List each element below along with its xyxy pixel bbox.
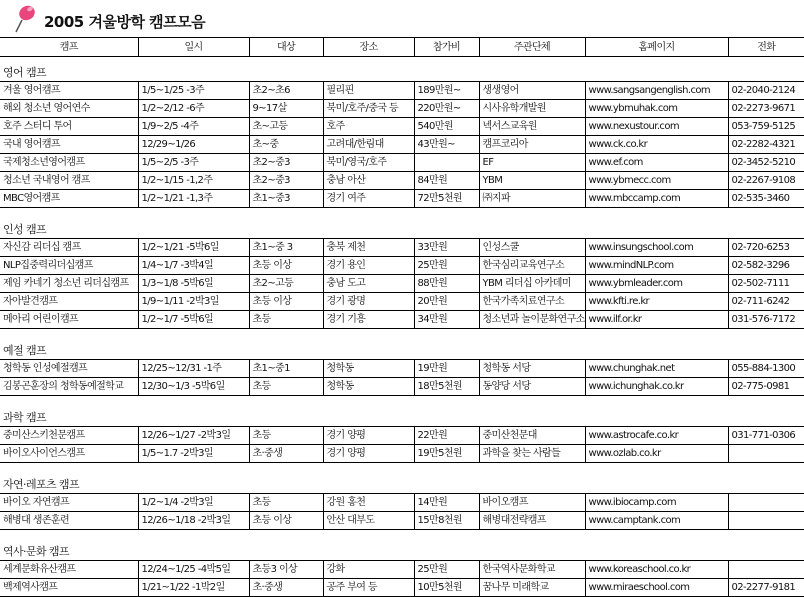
section-title: 영어 캠프 [0,57,804,82]
camp-homepage[interactable]: www.astrocafe.co.kr [585,427,728,445]
camp-target: 초등 이상 [249,257,323,275]
camp-phone: 02-582-3296 [728,257,804,275]
camp-dates: 1/2~1/21 -5박6일 [138,239,249,257]
camp-fee: 15만8천원 [414,512,479,530]
camp-dates: 12/30~1/3 -5박6일 [138,378,249,396]
camp-fee: 19만원 [414,360,479,378]
camp-target: 초등 이상 [249,293,323,311]
pushpin-icon [12,2,38,34]
camp-location: 호주 [323,118,414,136]
camp-organizer: 캠프코리아 [479,136,585,154]
camp-dates: 12/26~1/18 -2박3일 [138,512,249,530]
camp-homepage[interactable]: www.nexustour.com [585,118,728,136]
camp-phone [728,561,804,579]
camp-fee: 10만5천원 [414,579,479,597]
camp-target: 초·중생 [249,579,323,597]
camp-location: 경기 여주 [323,190,414,208]
camp-name: 세계문화유산캠프 [0,561,138,579]
camp-location: 경기 기흥 [323,311,414,329]
table-row [0,100,804,118]
camp-phone: 02-3452-5210 [728,154,804,172]
camp-name: 국제청소년영어캠프 [0,154,138,172]
camp-name: 해병대 생존훈련 [0,512,138,530]
table-row [0,257,804,275]
table-header-row [0,38,804,57]
camp-fee: 33만원 [414,239,479,257]
table-row [0,360,804,378]
camp-fee: 88만원 [414,275,479,293]
camp-homepage[interactable]: www.ibiocamp.com [585,494,728,512]
page-header [0,0,804,36]
table-row [0,494,804,512]
camp-phone: 02-775-0981 [728,378,804,396]
camp-dates: 1/2~1/4 -2박3일 [138,494,249,512]
camp-target: 초1~중 3 [249,239,323,257]
camp-organizer: 과학을 찾는 사람들 [479,445,585,463]
camp-organizer: 시사유학개발원 [479,100,585,118]
camp-target: 초2~중3 [249,172,323,190]
camp-phone: 02-535-3460 [728,190,804,208]
camp-organizer: 한국가족치료연구소 [479,293,585,311]
camp-location: 북미/호주/중국 등 [323,100,414,118]
camp-phone: 053-759-5125 [728,118,804,136]
camp-fee: 25만원 [414,561,479,579]
camp-dates: 1/9~2/5 -4주 [138,118,249,136]
camp-homepage[interactable]: www.camptank.com [585,512,728,530]
camp-organizer: 청학동 서당 [479,360,585,378]
camp-homepage[interactable]: www.ybmecc.com [585,172,728,190]
camp-target: 초등 이상 [249,512,323,530]
camp-target: 초등 [249,378,323,396]
section-row [0,536,804,561]
table-row [0,190,804,208]
camp-organizer: YBM [479,172,585,190]
column-header-camp-homepage: 홈페이지 [585,38,728,57]
camp-fee: 220만원~ [414,100,479,118]
camp-phone: 02-2282-4321 [728,136,804,154]
camp-location: 고려대/한림대 [323,136,414,154]
camp-name: 바이오 자연캠프 [0,494,138,512]
camp-phone: 02-2273-9671 [728,100,804,118]
camp-homepage[interactable]: www.ef.com [585,154,728,172]
camp-location: 공주 부여 등 [323,579,414,597]
table-row [0,239,804,257]
camp-organizer: EF [479,154,585,172]
camp-target: 초등 [249,427,323,445]
camp-target: 초1~중1 [249,360,323,378]
table-row [0,427,804,445]
camp-homepage[interactable]: www.ilf.or.kr [585,311,728,329]
camp-location: 안산 대부도 [323,512,414,530]
section-title: 자연·레포츠 캠프 [0,469,804,494]
camp-name: 호주 스터디 투어 [0,118,138,136]
camp-location: 북미/영국/호주 [323,154,414,172]
camp-name: 청학동 인성예절캠프 [0,360,138,378]
table-row [0,512,804,530]
camp-dates: 12/25~12/31 -1주 [138,360,249,378]
camp-location: 필리핀 [323,82,414,100]
section-row [0,335,804,360]
camp-phone: 02-2277-9181 [728,579,804,597]
camp-target: 초~고등 [249,118,323,136]
camp-target: 초~중 [249,136,323,154]
camp-organizer: 인성스쿨 [479,239,585,257]
camp-fee: 14만원 [414,494,479,512]
camp-organizer: 꿈나무 미래학교 [479,579,585,597]
camp-organizer: 한국심리교육연구소 [479,257,585,275]
camp-fee [414,154,479,172]
camp-name: 백제역사캠프 [0,579,138,597]
camp-target: 초2~중3 [249,154,323,172]
camp-fee: 189만원~ [414,82,479,100]
camp-homepage[interactable]: www.kfti.re.kr [585,293,728,311]
camp-homepage[interactable]: www.ybmleader.com [585,275,728,293]
table-row [0,275,804,293]
camp-name: 국내 영어캠프 [0,136,138,154]
camp-location: 충남 도고 [323,275,414,293]
camp-phone: 02-502-7111 [728,275,804,293]
table-row [0,378,804,396]
table-row [0,445,804,463]
camp-organizer: 생생영어 [479,82,585,100]
camp-dates: 1/21~1/22 -1박2일 [138,579,249,597]
camp-dates: 1/2~1/21 -1,3주 [138,190,249,208]
camp-location: 경기 양평 [323,445,414,463]
camp-fee: 18만5천원 [414,378,479,396]
camp-homepage[interactable]: www.koreaschool.co.kr [585,561,728,579]
camp-target: 초등 [249,494,323,512]
camp-location: 경기 양평 [323,427,414,445]
camp-name: 메아리 어린이캠프 [0,311,138,329]
camp-homepage[interactable]: www.ck.co.kr [585,136,728,154]
camp-name: NLP집중력리더십캠프 [0,257,138,275]
camp-name: 중미산스키천문캠프 [0,427,138,445]
camp-dates: 12/26~1/27 -2박3일 [138,427,249,445]
camp-dates: 1/9~1/11 -2박3일 [138,293,249,311]
camp-dates: 1/3~1/8 -5박6일 [138,275,249,293]
camp-organizer: 해병대전략캠프 [479,512,585,530]
camp-homepage[interactable]: www.miraeschool.com [585,579,728,597]
camp-location: 청학동 [323,378,414,396]
column-header-camp-phone: 전화 [728,38,804,57]
camp-organizer: YBM 리더십 아카데미 [479,275,585,293]
camp-phone: 02-711-6242 [728,293,804,311]
camp-fee: 72만5천원 [414,190,479,208]
camp-homepage[interactable]: www.ichunghak.co.kr [585,378,728,396]
camp-organizer: ㈜지파 [479,190,585,208]
camp-dates: 1/5~1/25 -3주 [138,82,249,100]
camp-name: 제임 카네기 청소년 리더십캠프 [0,275,138,293]
camp-table [0,37,804,597]
camp-fee: 34만원 [414,311,479,329]
camp-phone: 031-576-7172 [728,311,804,329]
camp-name: MBC영어캠프 [0,190,138,208]
section-row [0,469,804,494]
camp-location: 충북 제천 [323,239,414,257]
camp-name: 바이오사이언스캠프 [0,445,138,463]
table-row [0,561,804,579]
camp-homepage[interactable]: www.mindNLP.com [585,257,728,275]
camp-dates: 1/5~2/5 -3주 [138,154,249,172]
table-row [0,118,804,136]
table-row [0,154,804,172]
camp-homepage[interactable]: www.chunghak.net [585,360,728,378]
camp-name: 청소년 국내영어 캠프 [0,172,138,190]
camp-target: 초·중생 [249,445,323,463]
section-title: 역사·문화 캠프 [0,536,804,561]
camp-phone: 02-720-6253 [728,239,804,257]
table-row [0,293,804,311]
camp-organizer: 넥서스교육원 [479,118,585,136]
camp-phone [728,494,804,512]
camp-dates: 1/2~1/7 -5박6일 [138,311,249,329]
camp-organizer: 청소년과 놀이문화연구소 [479,311,585,329]
table-row [0,172,804,190]
section-row [0,57,804,82]
section-title: 과학 캠프 [0,402,804,427]
camp-fee: 84만원 [414,172,479,190]
section-row [0,402,804,427]
camp-dates: 1/5~1.7 -2박3일 [138,445,249,463]
camp-target: 초2~초6 [249,82,323,100]
camp-homepage[interactable]: www.ybmuhak.com [585,100,728,118]
column-header-camp-target: 대상 [249,38,323,57]
camp-dates: 12/29~1/26 [138,136,249,154]
camp-homepage[interactable]: www.mbccamp.com [585,190,728,208]
camp-name: 자신감 리더십 캠프 [0,239,138,257]
camp-fee: 25만원 [414,257,479,275]
camp-organizer: 동양당 서당 [479,378,585,396]
camp-location: 경기 용인 [323,257,414,275]
camp-target: 초등 [249,311,323,329]
camp-homepage[interactable]: www.sangsangenglish.com [585,82,728,100]
camp-target: 9~17살 [249,100,323,118]
camp-target: 초등3 이상 [249,561,323,579]
camp-fee: 22만원 [414,427,479,445]
camp-fee: 19만5천원 [414,445,479,463]
camp-dates: 1/2~1/15 -1,2주 [138,172,249,190]
camp-location: 강화 [323,561,414,579]
camp-phone: 055-884-1300 [728,360,804,378]
table-row [0,136,804,154]
camp-name: 해외 청소년 영어연수 [0,100,138,118]
camp-location: 강원 홍천 [323,494,414,512]
camp-name: 겨울 영어캠프 [0,82,138,100]
camp-phone: 02-2267-9108 [728,172,804,190]
camp-location: 경기 광명 [323,293,414,311]
column-header-camp-name: 캠프 [0,38,138,57]
camp-dates: 12/24~1/25 -4박5일 [138,561,249,579]
camp-phone [728,445,804,463]
camp-dates: 1/4~1/7 -3박4일 [138,257,249,275]
camp-location: 청학동 [323,360,414,378]
camp-fee: 20만원 [414,293,479,311]
column-header-camp-fee: 참가비 [414,38,479,57]
camp-organizer: 바이오캠프 [479,494,585,512]
camp-fee: 540만원 [414,118,479,136]
camp-homepage[interactable]: www.insungschool.com [585,239,728,257]
camp-phone: 031-771-0306 [728,427,804,445]
section-title: 인성 캠프 [0,214,804,239]
section-row [0,214,804,239]
camp-organizer: 중미산천문대 [479,427,585,445]
camp-fee: 43만원~ [414,136,479,154]
column-header-camp-dates: 일시 [138,38,249,57]
column-header-camp-location: 장소 [323,38,414,57]
camp-name: 김봉곤훈장의 청학동예절학교 [0,378,138,396]
camp-phone: 02-2040-2124 [728,82,804,100]
table-row [0,82,804,100]
camp-name: 자아발견캠프 [0,293,138,311]
camp-organizer: 한국역사문화학교 [479,561,585,579]
camp-dates: 1/2~2/12 -6주 [138,100,249,118]
camp-target: 초2~고등 [249,275,323,293]
section-title: 예절 캠프 [0,335,804,360]
page-title: 2005 겨울방학 캠프모음 [44,13,206,31]
column-header-camp-organizer: 주관단체 [479,38,585,57]
camp-homepage[interactable]: www.ozlab.co.kr [585,445,728,463]
table-row [0,311,804,329]
camp-phone [728,512,804,530]
camp-target: 초1~중3 [249,190,323,208]
camp-location: 충남 아산 [323,172,414,190]
